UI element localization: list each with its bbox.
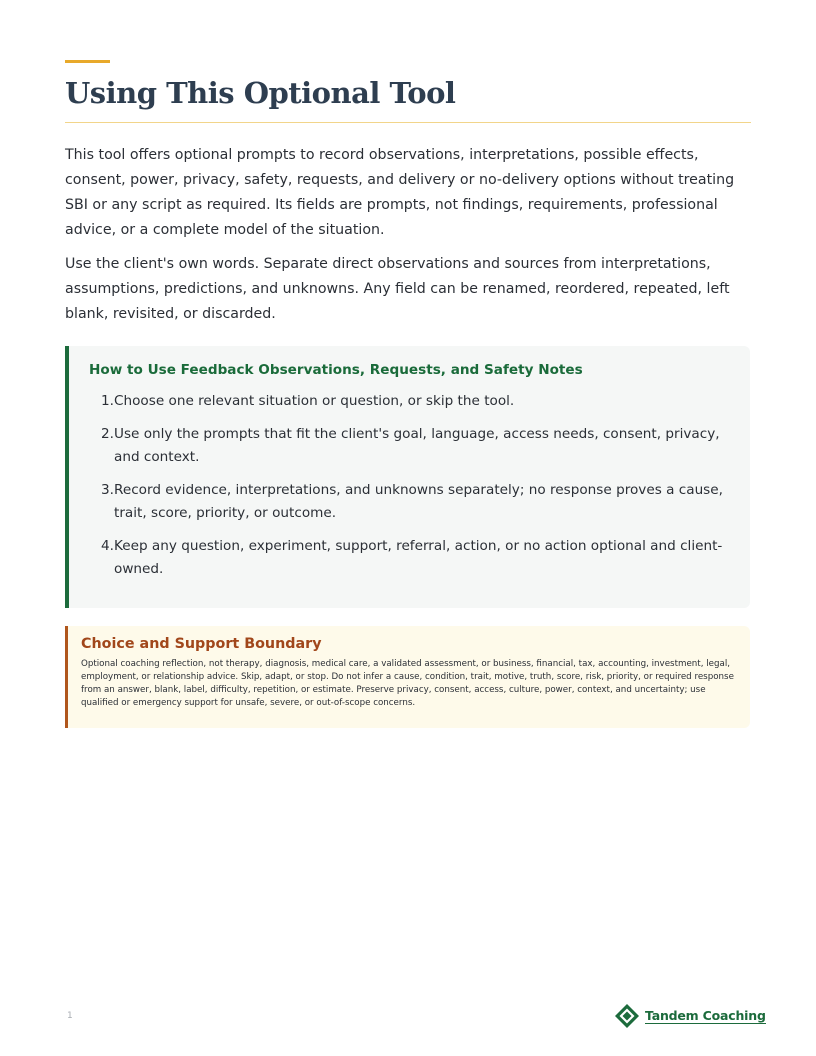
intro-paragraph-2: Use the client's own words. Separate direct observations and sources from interpretations, assumptions, predictions, and unknowns. Any field can be renamed, reordered, repeated, left blank, revisited, or discarded. xyxy=(65,256,730,322)
how-to-use-steps xyxy=(91,390,731,591)
step-item xyxy=(91,479,731,525)
step-text: Record evidence, interpretations, and unknowns separately; no response proves a cause, trait, score, priority, or outcome. xyxy=(114,482,723,521)
how-to-use-panel xyxy=(65,346,750,608)
step-number: 2. xyxy=(101,426,114,442)
diamond-logo-icon xyxy=(614,1003,640,1029)
step-text: Choose one relevant situation or question, or skip the tool. xyxy=(114,393,515,409)
step-text: Use only the prompts that fit the client's goal, language, access needs, consent, privacy, and context. xyxy=(114,426,720,465)
step-text: Keep any question, experiment, support, referral, action, or no action optional and client-owned. xyxy=(114,538,723,577)
brand-logo xyxy=(614,1003,766,1029)
page-title: Using This Optional Tool xyxy=(65,76,456,110)
step-item xyxy=(91,423,731,469)
step-number: 4. xyxy=(101,538,114,554)
title-divider xyxy=(65,122,751,123)
step-item xyxy=(91,535,731,581)
how-to-use-heading: How to Use Feedback Observations, Requests, and Safety Notes xyxy=(89,362,583,378)
support-boundary-heading: Choice and Support Boundary xyxy=(81,636,322,652)
intro-paragraph-1: This tool offers optional prompts to record observations, interpretations, possible effects, consent, power, privacy, safety, requests, and delivery or no-delivery options without treating SBI or any script as required. Its fields are prompts, not findings, requirements, professional advice, or a complete model of the situation. xyxy=(65,147,735,238)
step-number: 3. xyxy=(101,482,114,498)
support-boundary-panel xyxy=(65,626,750,728)
title-accent-bar xyxy=(65,60,110,63)
brand-name: Tandem Coaching xyxy=(645,1007,766,1023)
step-item xyxy=(91,390,731,413)
step-number: 1. xyxy=(101,393,114,409)
support-boundary-text: Optional coaching reflection, not therapy, diagnosis, medical care, a validated assessment, or business, financial, tax, accounting, investment, legal, employment, or relationship advice. Skip, adapt, or stop. Do not infer a cause, condition, trait, motive, truth, score, risk, priority, or required response from an answer, blank, label, difficulty, repetition, or estimate. Preserve privacy, consent, access, culture, power, context, and uncertainty; use qualified or emergency support for unsafe, severe, or out-of-scope concerns. xyxy=(81,659,734,708)
page-number: 1 xyxy=(67,1011,73,1021)
